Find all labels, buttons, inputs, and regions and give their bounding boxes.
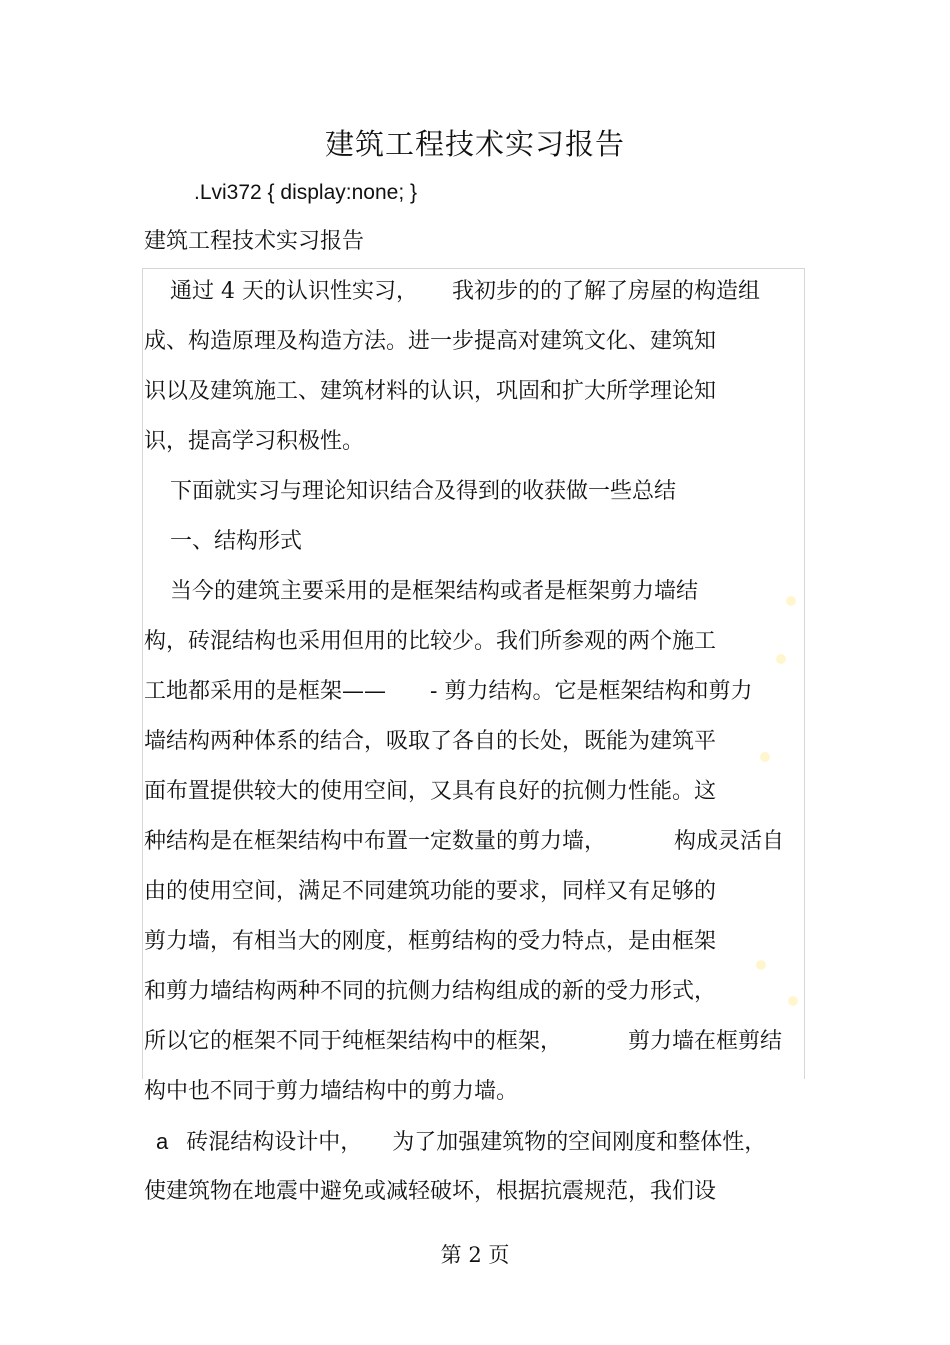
text-segment: 种结构是在框架结构中布置一定数量的剪力墙， [144, 829, 607, 854]
text-line: 使建筑物在地震中避免或减轻破坏，根据抗震规范，我们设 [144, 1179, 717, 1204]
stray-css-text: .Lvi372 { display:none; } [194, 181, 418, 204]
background-speck [756, 960, 766, 970]
text-segment: 所以它的框架不同于纯框架结构中的框架， [144, 1029, 563, 1054]
background-speck [760, 752, 770, 762]
text-line: 墙结构两种体系的结合，吸取了各自的长处，既能为建筑平 [144, 729, 717, 754]
text-segment: 剪力墙在框剪结 [628, 1029, 783, 1054]
text-segment: 砖混结构设计中， [186, 1130, 363, 1155]
text-line: 识以及建筑施工、建筑材料的认识，巩固和扩大所学理论知 [144, 379, 717, 404]
text-line: 构，砖混结构也采用但用的比较少。我们所参观的两个施工 [144, 629, 717, 654]
background-speck [788, 996, 798, 1006]
text-line: 和剪力墙结构两种不同的抗侧力结构组成的新的受力形式， [144, 979, 717, 1004]
text-segment: 我初步的的了解了房屋的构造组 [451, 279, 760, 304]
text-line [170, 276, 760, 308]
text-line: 剪力墙，有相当大的刚度，框剪结构的受力特点，是由框架 [144, 929, 717, 954]
page-number: 第 2 页 [440, 1243, 510, 1267]
text-line: 下面就实习与理论知识结合及得到的收获做一些总结 [170, 479, 677, 504]
list-marker: a [156, 1129, 169, 1154]
text-segment: 构成灵活自 [674, 829, 785, 854]
text-segment: - 剪力结构。它是框架结构和剪力 [430, 679, 753, 704]
text-segment: 工地都采用的是框架—— [144, 679, 387, 704]
text-line: 识，提高学习积极性。 [144, 429, 365, 454]
text-line: 构中也不同于剪力墙结构中的剪力墙。 [144, 1079, 519, 1104]
document-title: 建筑工程技术实习报告 [324, 127, 625, 161]
text-line: 成、构造原理及构造方法。进一步提高对建筑文化、建筑知 [144, 329, 717, 354]
text-line [156, 1126, 766, 1159]
text-line: 由的使用空间，满足不同建筑功能的要求，同样又有足够的 [144, 879, 717, 904]
background-speck [786, 596, 796, 606]
text-line [144, 1026, 782, 1058]
text-segment: 通过 4 天的认识性实习， [170, 279, 418, 304]
text-line: 当今的建筑主要采用的是框架结构或者是框架剪力墙结 [170, 579, 699, 604]
text-line [144, 676, 752, 708]
background-speck [776, 654, 786, 664]
text-line [144, 826, 784, 858]
section-heading: 一、结构形式 [170, 529, 303, 554]
text-line: 面布置提供较大的使用空间，又具有良好的抗侧力性能。这 [144, 779, 717, 804]
document-subtitle: 建筑工程技术实习报告 [144, 229, 365, 254]
text-segment: 为了加强建筑物的空间刚度和整体性， [392, 1130, 767, 1155]
